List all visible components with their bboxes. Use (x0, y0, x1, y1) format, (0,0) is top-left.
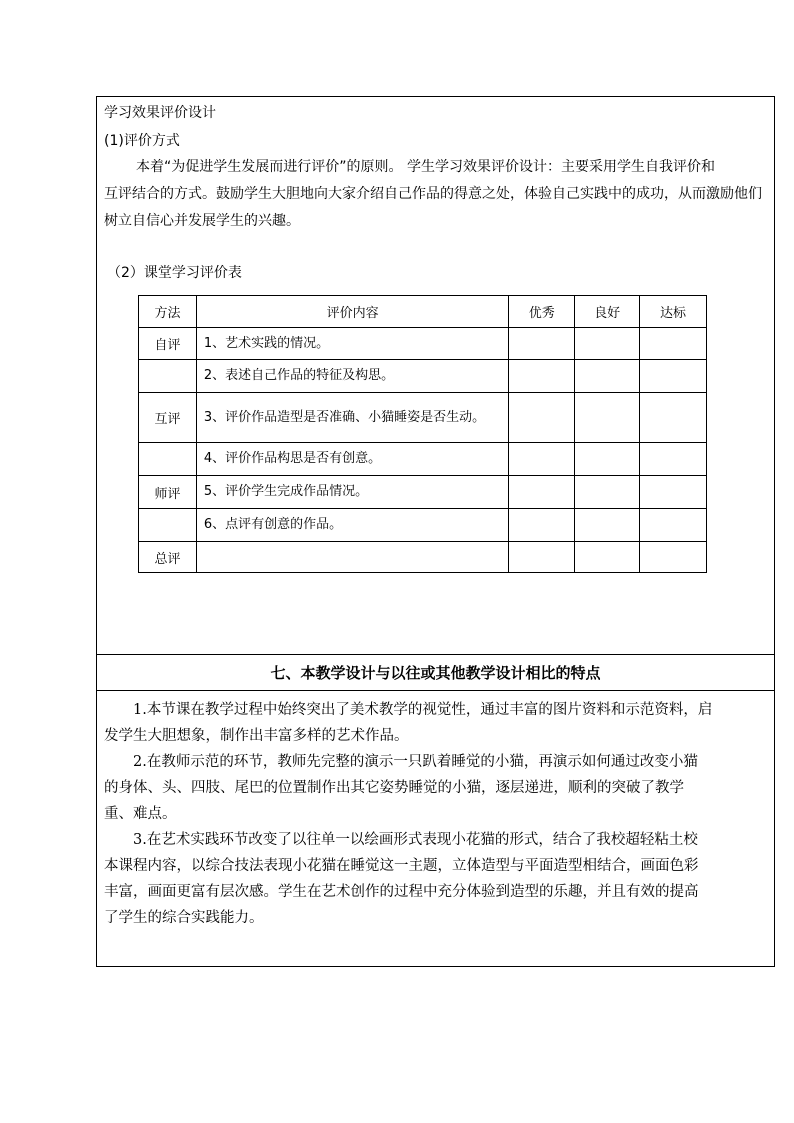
good-cell (575, 443, 640, 476)
feature-line-1: 1.本节课在教学过程中始终突出了美术教学的视觉性，通过丰富的图片资料和示范资料，启 (133, 702, 713, 718)
table-row (139, 360, 707, 393)
excellent-cell (509, 509, 575, 542)
feature-line-7: 本课程内容，以综合技法表现小花猫在睡觉这一主题，立体造型与平面造型相结合，画面色彩 (104, 858, 699, 874)
excellent-cell (509, 443, 575, 476)
intro-line-2: 互评结合的方式。鼓励学生大胆地向大家介绍自己作品的得意之处，体验自己实践中的成功，从而激励他们 (104, 186, 762, 202)
method-cell: 互评 (139, 393, 197, 443)
method-cell: 自评 (139, 328, 197, 360)
good-cell (575, 328, 640, 360)
feature-line-5: 重、难点。 (104, 806, 177, 822)
content-cell: 6、点评有创意的作品。 (196, 509, 508, 542)
good-cell (575, 393, 640, 443)
good-cell (575, 509, 640, 542)
method-cell: 师评 (139, 476, 197, 509)
pass-cell (640, 476, 707, 509)
section-title: 学习效果评价设计 (104, 105, 216, 121)
pass-cell (640, 542, 707, 573)
feature-line-3: 2.在教师示范的环节，教师先完整的演示一只趴着睡觉的小猫，再演示如何通过改变小猫 (133, 754, 698, 770)
table-row (139, 328, 707, 360)
subheading-evaluation-method: (1)评价方式 (104, 133, 180, 149)
feature-line-8: 丰富，画面更富有层次感。学生在艺术创作的过程中充分体验到造型的乐趣，并且有效的提高 (104, 884, 699, 900)
table-row (139, 476, 707, 509)
intro-line-1: 本着“为促进学生发展而进行评价”的原则。 学生学习效果评价设计：主要采用学生自我评价和 (136, 159, 715, 175)
pass-cell (640, 360, 707, 393)
feature-line-6: 3.在艺术实践环节改变了以往单一以绘画形式表现小花猫的形式，结合了我校超轻粘土校 (133, 832, 698, 848)
content-cell: 5、评价学生完成作品情况。 (196, 476, 508, 509)
pass-cell (640, 509, 707, 542)
content-cell: 4、评价作品构思是否有创意。 (196, 443, 508, 476)
method-cell (139, 360, 197, 393)
header-method: 方法 (139, 296, 197, 328)
pass-cell (640, 328, 707, 360)
method-cell: 总评 (139, 542, 197, 573)
features-heading: 七、本教学设计与以往或其他教学设计相比的特点 (97, 655, 774, 691)
content-cell: 2、表述自己作品的特征及构思。 (196, 360, 508, 393)
header-good: 良好 (575, 296, 640, 328)
evaluation-section (97, 97, 774, 655)
table-row (139, 509, 707, 542)
good-cell (575, 542, 640, 573)
good-cell (575, 360, 640, 393)
feature-line-2: 发学生大胆想象，制作出丰富多样的艺术作品。 (104, 728, 409, 744)
pass-cell (640, 393, 707, 443)
intro-line-3: 树立自信心并发展学生的兴趣。 (104, 213, 300, 229)
excellent-cell (509, 360, 575, 393)
content-cell: 1、艺术实践的情况。 (196, 328, 508, 360)
excellent-cell (509, 393, 575, 443)
header-content: 评价内容 (196, 296, 508, 328)
table-row (139, 393, 707, 443)
method-cell (139, 509, 197, 542)
document-frame (96, 96, 775, 967)
feature-line-4: 的身体、头、四肢、尾巴的位置制作出其它姿势睡觉的小猫，逐层递进，顺利的突破了教学 (104, 780, 684, 796)
table-row (139, 542, 707, 573)
subheading-evaluation-table: （2）课堂学习评价表 (107, 265, 242, 281)
content-cell (196, 542, 508, 573)
header-excellent: 优秀 (509, 296, 575, 328)
table-header-row (139, 296, 707, 328)
table-row (139, 443, 707, 476)
excellent-cell (509, 476, 575, 509)
excellent-cell (509, 542, 575, 573)
evaluation-table (138, 295, 707, 573)
method-cell (139, 443, 197, 476)
feature-line-9: 了学生的综合实践能力。 (104, 910, 264, 926)
features-section (97, 691, 774, 966)
good-cell (575, 476, 640, 509)
pass-cell (640, 443, 707, 476)
header-pass: 达标 (640, 296, 707, 328)
content-cell: 3、评价作品造型是否准确、小猫睡姿是否生动。 (196, 393, 508, 443)
excellent-cell (509, 328, 575, 360)
